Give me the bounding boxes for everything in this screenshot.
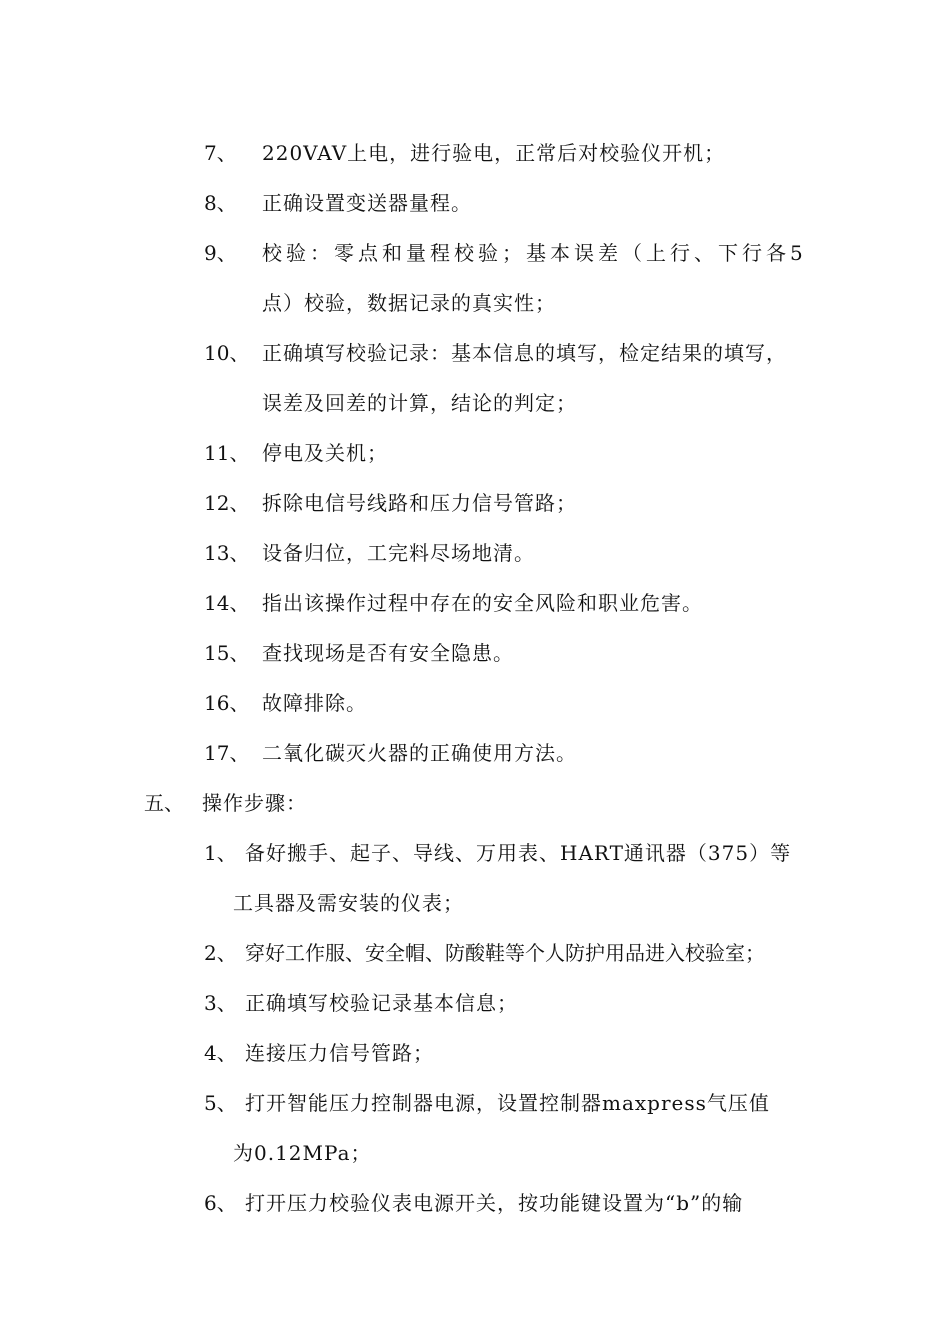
- list-item-number: 11、: [204, 441, 250, 465]
- step-number: 6、: [204, 1191, 237, 1215]
- step-number: 4、: [204, 1041, 237, 1065]
- list-item-text: 校验：零点和量程校验；基本误差（上行、下行各5: [262, 241, 807, 265]
- list-item-text: 设备归位，工完料尽场地清。: [262, 541, 535, 565]
- list-item-number: 15、: [204, 641, 250, 665]
- step-number: 3、: [204, 991, 237, 1015]
- list-item-number: 17、: [204, 741, 250, 765]
- list-item-text-continuation: 误差及回差的计算，结论的判定；: [262, 391, 577, 415]
- step-text-continuation: 为0.12MPa；: [233, 1141, 372, 1165]
- list-item-text: 正确设置变送器量程。: [262, 191, 472, 215]
- step-text: 连接压力信号管路；: [245, 1041, 434, 1065]
- list-item-text: 拆除电信号线路和压力信号管路；: [262, 491, 577, 515]
- list-item-text: 查找现场是否有安全隐患。: [262, 641, 514, 665]
- list-item-number: 9、: [204, 241, 237, 265]
- step-number: 5、: [204, 1091, 237, 1115]
- step-number: 1、: [204, 841, 237, 865]
- list-item-number: 10、: [204, 341, 250, 365]
- step-text: 打开压力校验仪表电源开关，按功能键设置为“b”的输: [245, 1191, 744, 1215]
- list-item-number: 12、: [204, 491, 250, 515]
- list-item-number: 14、: [204, 591, 250, 615]
- step-text: 打开智能压力控制器电源，设置控制器maxpress气压值: [245, 1091, 770, 1115]
- list-item-text: 220VAV上电，进行验电，正常后对校验仪开机；: [262, 141, 726, 165]
- list-item-text: 停电及关机；: [262, 441, 388, 465]
- list-item-text: 二氧化碳灭火器的正确使用方法。: [262, 741, 577, 765]
- list-item-number: 16、: [204, 691, 250, 715]
- section-number: 五、: [144, 791, 184, 815]
- step-text: 正确填写校验记录基本信息；: [245, 991, 518, 1015]
- list-item-text-continuation: 点）校验，数据记录的真实性；: [262, 291, 556, 315]
- step-text: 备好搬手、起子、导线、万用表、HART通讯器（375）等: [245, 841, 792, 865]
- section-title: 操作步骤：: [202, 791, 307, 815]
- step-text-continuation: 工具器及需安装的仪表；: [233, 891, 464, 915]
- list-item-text: 故障排除。: [262, 691, 367, 715]
- step-number: 2、: [204, 941, 237, 965]
- list-item-number: 8、: [204, 191, 237, 215]
- list-item-text: 正确填写校验记录：基本信息的填写，检定结果的填写，: [262, 341, 787, 365]
- list-item-number: 7、: [204, 141, 237, 165]
- list-item-text: 指出该操作过程中存在的安全风险和职业危害。: [262, 591, 703, 615]
- step-text: 穿好工作服、安全帽、防酸鞋等个人防护用品进入校验室；: [245, 941, 765, 965]
- list-item-number: 13、: [204, 541, 250, 565]
